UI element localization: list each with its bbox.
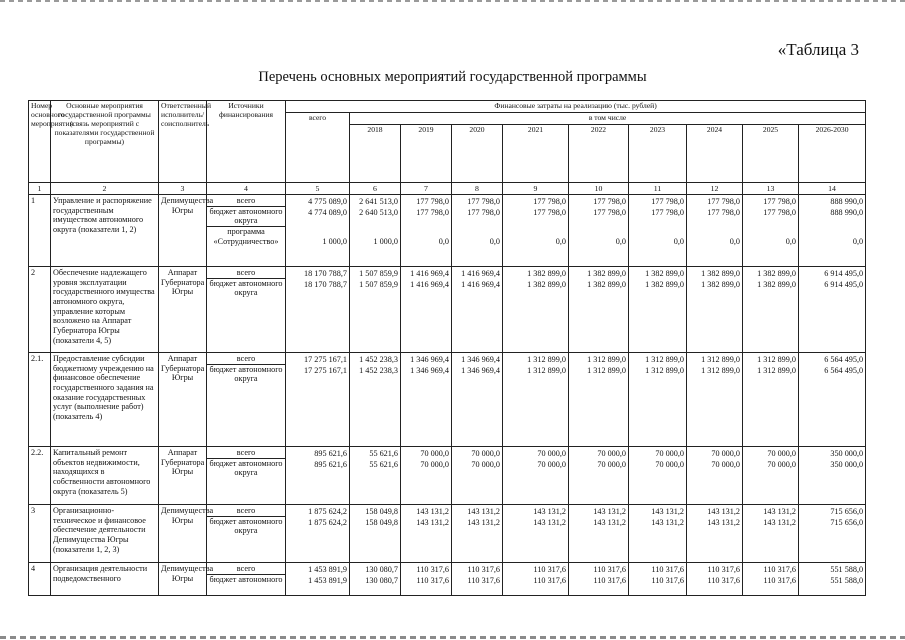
header-year: 2023 xyxy=(629,124,687,182)
cost-value: 130 080,7 xyxy=(365,575,398,585)
cost-value: 158 049,8 xyxy=(365,506,398,516)
cost-cell xyxy=(286,504,350,562)
cost-value: 143 131,2 xyxy=(763,517,796,527)
cost-value: 1 382 899,0 xyxy=(701,279,740,289)
cost-value: 1 312 899,0 xyxy=(587,354,626,364)
cost-cell xyxy=(799,266,866,352)
cost-value: 0,0 xyxy=(785,236,796,246)
cost-value: 1 875 624,2 xyxy=(308,506,347,516)
cost-value: 0,0 xyxy=(615,236,626,246)
cost-value: 0,0 xyxy=(729,236,740,246)
cost-cell xyxy=(286,266,350,352)
cost-value: 1 453 891,9 xyxy=(308,575,347,585)
cost-value: 177 798,0 xyxy=(416,207,449,217)
cost-value: 551 588,0 xyxy=(830,564,864,574)
cost-cell xyxy=(401,446,452,504)
cost-value: 0,0 xyxy=(555,236,566,246)
column-number: 12 xyxy=(687,182,743,194)
cost-cell xyxy=(401,504,452,562)
cost-cell xyxy=(401,266,452,352)
cost-value: 6 914 495,0 xyxy=(824,268,864,278)
funding-sources xyxy=(207,194,286,266)
cost-value: 143 131,2 xyxy=(416,517,449,527)
cost-value: 1 312 899,0 xyxy=(645,354,684,364)
cost-value: 70 000,0 xyxy=(711,448,740,458)
cost-value: 177 798,0 xyxy=(467,207,500,217)
cost-value: 1 507 859,9 xyxy=(359,268,398,278)
cost-value: 110 317,6 xyxy=(416,564,449,574)
cost-value: 55 621,6 xyxy=(369,448,398,458)
cost-cell xyxy=(401,562,452,595)
column-number: 3 xyxy=(159,182,207,194)
cost-value: 350 000,0 xyxy=(830,459,864,469)
cost-value: 1 382 899,0 xyxy=(527,268,566,278)
cost-value: 6 914 495,0 xyxy=(824,279,864,289)
cost-value: 158 049,8 xyxy=(365,517,398,527)
activity-name: Организационно-техническое и финансовое обеспечение деятельности Депимущества Югры (показатели 1, 2, 3) xyxy=(51,504,159,562)
cost-value: 1 312 899,0 xyxy=(757,354,796,364)
cost-cell xyxy=(452,194,503,266)
cost-value: 1 382 899,0 xyxy=(645,279,684,289)
cost-value: 1 312 899,0 xyxy=(701,354,740,364)
cost-value: 143 131,2 xyxy=(593,506,626,516)
cost-cell xyxy=(503,446,569,504)
cost-value: 70 000,0 xyxy=(420,459,449,469)
cost-value: 143 131,2 xyxy=(651,506,684,516)
cost-value: 70 000,0 xyxy=(537,459,566,469)
funding-sources xyxy=(207,352,286,446)
cost-value: 177 798,0 xyxy=(763,196,796,206)
column-number: 13 xyxy=(743,182,799,194)
header-sources: Источники финансирования xyxy=(207,101,286,183)
table-row xyxy=(29,266,866,352)
scan-edge-bottom xyxy=(0,636,905,639)
column-number: 8 xyxy=(452,182,503,194)
cost-value: 4 775 089,0 xyxy=(308,196,347,206)
cost-value: 110 317,6 xyxy=(467,575,500,585)
cost-cell xyxy=(350,352,401,446)
cost-value: 110 317,6 xyxy=(763,575,796,585)
cost-cell xyxy=(629,562,687,595)
cost-cell xyxy=(569,562,629,595)
document-title: Перечень основных мероприятий государственной программы xyxy=(258,69,647,85)
scan-edge-top xyxy=(0,0,905,2)
cost-value: 888 990,0 xyxy=(830,196,864,206)
cost-value: 1 312 899,0 xyxy=(701,365,740,375)
activity-name: Капитальный ремонт объектов недвижимости, находящихся в собственности автономного округа (показатель 5) xyxy=(51,446,159,504)
cost-value: 70 000,0 xyxy=(471,448,500,458)
header-costs: Финансовые затраты на реализацию (тыс. рублей) xyxy=(286,101,866,113)
cost-cell xyxy=(452,352,503,446)
column-number: 14 xyxy=(799,182,866,194)
column-number: 11 xyxy=(629,182,687,194)
cost-cell xyxy=(503,194,569,266)
executor: Аппарат Губернатора Югры xyxy=(159,446,207,504)
cost-value: 70 000,0 xyxy=(767,459,796,469)
funding-source: бюджет автономного округа xyxy=(207,206,285,226)
cost-value: 1 382 899,0 xyxy=(757,279,796,289)
cost-value: 1 312 899,0 xyxy=(645,365,684,375)
funding-source: бюджет автономного округа xyxy=(207,516,285,536)
cost-value: 1 507 859,9 xyxy=(359,279,398,289)
cost-cell xyxy=(401,352,452,446)
funding-source: бюджет автономного округа xyxy=(207,458,285,478)
cost-cell xyxy=(799,504,866,562)
cost-cell xyxy=(687,194,743,266)
cost-cell xyxy=(799,562,866,595)
cost-value: 177 798,0 xyxy=(416,196,449,206)
cost-value: 18 170 788,7 xyxy=(304,279,347,289)
cost-cell xyxy=(687,446,743,504)
cost-value: 2 641 513,0 xyxy=(359,196,398,206)
cost-value: 110 317,6 xyxy=(651,564,684,574)
cost-value: 110 317,6 xyxy=(416,575,449,585)
cost-value: 110 317,6 xyxy=(593,564,626,574)
funding-source: всего xyxy=(236,563,256,573)
cost-value: 1 346 969,4 xyxy=(410,354,449,364)
cost-cell xyxy=(286,562,350,595)
table-label: «Таблица 3 xyxy=(777,40,859,59)
cost-value: 130 080,7 xyxy=(365,564,398,574)
cost-cell xyxy=(503,562,569,595)
cost-cell xyxy=(452,504,503,562)
table-row xyxy=(29,446,866,504)
cost-value: 110 317,6 xyxy=(707,564,740,574)
cost-cell xyxy=(503,504,569,562)
row-number: 1 xyxy=(29,194,51,266)
cost-value: 2 640 513,0 xyxy=(359,207,398,217)
cost-cell xyxy=(629,446,687,504)
cost-cell xyxy=(350,446,401,504)
cost-value: 1 312 899,0 xyxy=(527,365,566,375)
cost-value: 70 000,0 xyxy=(711,459,740,469)
column-number: 6 xyxy=(350,182,401,194)
cost-value: 1 382 899,0 xyxy=(527,279,566,289)
table-row xyxy=(29,562,866,595)
cost-value: 6 564 495,0 xyxy=(824,354,864,364)
funding-sources xyxy=(207,562,286,595)
cost-cell xyxy=(503,352,569,446)
cost-value: 1 382 899,0 xyxy=(757,268,796,278)
cost-cell xyxy=(569,446,629,504)
cost-value: 177 798,0 xyxy=(593,196,626,206)
funding-source: всего xyxy=(236,195,256,205)
executor: Депимущества Югры xyxy=(159,504,207,562)
funding-sources xyxy=(207,504,286,562)
table-row xyxy=(29,352,866,446)
funding-source: всего xyxy=(236,267,256,277)
cost-cell xyxy=(569,352,629,446)
cost-value: 177 798,0 xyxy=(651,207,684,217)
cost-value: 18 170 788,7 xyxy=(304,268,347,278)
cost-value: 888 990,0 xyxy=(830,207,864,217)
cost-value: 0,0 xyxy=(489,236,500,246)
cost-cell xyxy=(629,504,687,562)
cost-cell xyxy=(569,504,629,562)
row-number: 2.2. xyxy=(29,446,51,504)
header-year: 2018 xyxy=(350,124,401,182)
funding-source: программа «Сотрудничество» xyxy=(207,226,285,246)
cost-cell xyxy=(286,352,350,446)
cost-value: 1 382 899,0 xyxy=(701,268,740,278)
header-year: 2022 xyxy=(569,124,629,182)
cost-value: 1 312 899,0 xyxy=(757,365,796,375)
cost-value: 110 317,6 xyxy=(533,564,566,574)
cost-value: 110 317,6 xyxy=(467,564,500,574)
cost-value: 17 275 167,1 xyxy=(304,354,347,364)
cost-value: 177 798,0 xyxy=(467,196,500,206)
header-year: 2019 xyxy=(401,124,452,182)
header-number: Номер основного мероприятия xyxy=(29,101,51,183)
cost-cell xyxy=(743,194,799,266)
cost-value: 110 317,6 xyxy=(533,575,566,585)
funding-sources xyxy=(207,446,286,504)
cost-value: 143 131,2 xyxy=(651,517,684,527)
cost-value: 895 621,6 xyxy=(314,459,347,469)
cost-cell xyxy=(350,266,401,352)
cost-value: 4 774 089,0 xyxy=(308,207,347,217)
column-number: 9 xyxy=(503,182,569,194)
cost-value: 177 798,0 xyxy=(533,196,566,206)
cost-cell xyxy=(452,562,503,595)
cost-value: 177 798,0 xyxy=(707,207,740,217)
row-number: 2 xyxy=(29,266,51,352)
header-year: 2025 xyxy=(743,124,799,182)
column-number: 1 xyxy=(29,182,51,194)
header-total: всего xyxy=(286,112,350,182)
cost-value: 1 382 899,0 xyxy=(645,268,684,278)
cost-value: 110 317,6 xyxy=(763,564,796,574)
row-number: 2.1. xyxy=(29,352,51,446)
cost-value: 143 131,2 xyxy=(763,506,796,516)
cost-cell xyxy=(799,352,866,446)
row-number: 4 xyxy=(29,562,51,595)
cost-cell xyxy=(452,266,503,352)
cost-value: 0,0 xyxy=(852,236,864,246)
cost-value: 70 000,0 xyxy=(537,448,566,458)
program-activities-table xyxy=(28,100,866,596)
cost-value: 1 346 969,4 xyxy=(461,365,500,375)
cost-value: 177 798,0 xyxy=(651,196,684,206)
activity-name: Организация деятельности подведомственного xyxy=(51,562,159,595)
cost-value: 1 416 969,4 xyxy=(461,268,500,278)
cost-value: 70 000,0 xyxy=(767,448,796,458)
table-row xyxy=(29,194,866,266)
cost-cell xyxy=(629,194,687,266)
cost-value: 70 000,0 xyxy=(597,448,626,458)
cost-value: 177 798,0 xyxy=(533,207,566,217)
cost-value: 6 564 495,0 xyxy=(824,365,864,375)
cost-value: 177 798,0 xyxy=(593,207,626,217)
cost-cell xyxy=(743,562,799,595)
cost-value: 350 000,0 xyxy=(830,448,864,458)
cost-value: 1 382 899,0 xyxy=(587,279,626,289)
cost-value: 55 621,6 xyxy=(369,459,398,469)
funding-source: всего xyxy=(236,353,256,363)
cost-value: 715 656,0 xyxy=(830,506,864,516)
cost-value: 1 452 238,3 xyxy=(359,365,398,375)
header-activities: Основные мероприятия государственной программы (связь мероприятий с показателями государственной программы) xyxy=(51,101,159,183)
header-year: 2026-2030 xyxy=(799,124,866,182)
cost-value: 1 312 899,0 xyxy=(587,365,626,375)
cost-value: 70 000,0 xyxy=(655,448,684,458)
header-year: 2020 xyxy=(452,124,503,182)
cost-value: 110 317,6 xyxy=(707,575,740,585)
executor: Депимущества Югры xyxy=(159,562,207,595)
cost-value: 177 798,0 xyxy=(763,207,796,217)
activity-name: Обеспечение надлежащего уровня эксплуатации государственного имущества автономного округа, управление которым возложено на Аппарат Губернатора Югры (показатели 4, 5) xyxy=(51,266,159,352)
cost-value: 143 131,2 xyxy=(533,506,566,516)
cost-value: 70 000,0 xyxy=(597,459,626,469)
cost-value: 110 317,6 xyxy=(651,575,684,585)
cost-value: 1 312 899,0 xyxy=(527,354,566,364)
funding-source: бюджет автономного округа xyxy=(207,364,285,384)
cost-value: 0,0 xyxy=(673,236,684,246)
cost-cell xyxy=(286,194,350,266)
cost-cell xyxy=(743,504,799,562)
funding-source: бюджет автономного xyxy=(207,574,285,585)
cost-value: 17 275 167,1 xyxy=(304,365,347,375)
funding-sources xyxy=(207,266,286,352)
cost-value: 143 131,2 xyxy=(707,517,740,527)
column-number: 4 xyxy=(207,182,286,194)
cost-value: 143 131,2 xyxy=(467,506,500,516)
cost-value: 177 798,0 xyxy=(707,196,740,206)
cost-cell xyxy=(687,562,743,595)
cost-value: 70 000,0 xyxy=(655,459,684,469)
executor: Депимущества Югры xyxy=(159,194,207,266)
cost-value: 70 000,0 xyxy=(471,459,500,469)
cost-value: 1 000,0 xyxy=(322,236,347,246)
cost-value: 110 317,6 xyxy=(593,575,626,585)
cost-cell xyxy=(286,446,350,504)
cost-cell xyxy=(743,352,799,446)
cost-value: 1 416 969,4 xyxy=(410,279,449,289)
column-number: 2 xyxy=(51,182,159,194)
cost-value: 70 000,0 xyxy=(420,448,449,458)
cost-value: 1 453 891,9 xyxy=(308,564,347,574)
cost-value: 895 621,6 xyxy=(314,448,347,458)
header-year: 2021 xyxy=(503,124,569,182)
cost-cell xyxy=(350,504,401,562)
column-number: 10 xyxy=(569,182,629,194)
cost-value: 1 452 238,3 xyxy=(359,354,398,364)
executor: Аппарат Губернатора Югры xyxy=(159,352,207,446)
header-executor: Ответственный исполнитель/ соисполнитель xyxy=(159,101,207,183)
cost-cell xyxy=(743,446,799,504)
cost-value: 715 656,0 xyxy=(830,517,864,527)
cost-value: 143 131,2 xyxy=(533,517,566,527)
cost-value: 143 131,2 xyxy=(416,506,449,516)
header-year: 2024 xyxy=(687,124,743,182)
cost-cell xyxy=(687,352,743,446)
column-number: 7 xyxy=(401,182,452,194)
cost-value: 143 131,2 xyxy=(707,506,740,516)
cost-cell xyxy=(799,446,866,504)
cost-cell xyxy=(743,266,799,352)
funding-source: всего xyxy=(236,505,256,515)
cost-value: 143 131,2 xyxy=(593,517,626,527)
cost-value: 143 131,2 xyxy=(467,517,500,527)
cost-cell xyxy=(569,194,629,266)
cost-value: 551 588,0 xyxy=(830,575,864,585)
cost-value: 1 346 969,4 xyxy=(461,354,500,364)
funding-source: всего xyxy=(236,447,256,457)
cost-value: 0,0 xyxy=(438,236,449,246)
cost-value: 1 875 624,2 xyxy=(308,517,347,527)
cost-value: 1 000,0 xyxy=(373,236,398,246)
cost-value: 1 382 899,0 xyxy=(587,268,626,278)
activity-name: Предоставление субсидии бюджетному учреждению на финансовое обеспечение государственного задания на оказание государственных услуг (выполнение работ) (показатель 4) xyxy=(51,352,159,446)
header-including: в том числе xyxy=(350,112,866,124)
cost-cell xyxy=(629,352,687,446)
row-number: 3 xyxy=(29,504,51,562)
cost-cell xyxy=(350,562,401,595)
cost-cell xyxy=(687,504,743,562)
cost-cell xyxy=(452,446,503,504)
cost-cell xyxy=(569,266,629,352)
activity-name: Управление и распоряжение государственным имуществом автономного округа (показатели 1, 2) xyxy=(51,194,159,266)
funding-source: бюджет автономного округа xyxy=(207,278,285,298)
cost-cell xyxy=(503,266,569,352)
cost-value: 1 416 969,4 xyxy=(410,268,449,278)
cost-cell xyxy=(799,194,866,266)
cost-value: 1 416 969,4 xyxy=(461,279,500,289)
cost-cell xyxy=(629,266,687,352)
column-number: 5 xyxy=(286,182,350,194)
cost-value: 1 346 969,4 xyxy=(410,365,449,375)
cost-cell xyxy=(350,194,401,266)
executor: Аппарат Губернатора Югры xyxy=(159,266,207,352)
table-row xyxy=(29,504,866,562)
cost-cell xyxy=(687,266,743,352)
cost-cell xyxy=(401,194,452,266)
